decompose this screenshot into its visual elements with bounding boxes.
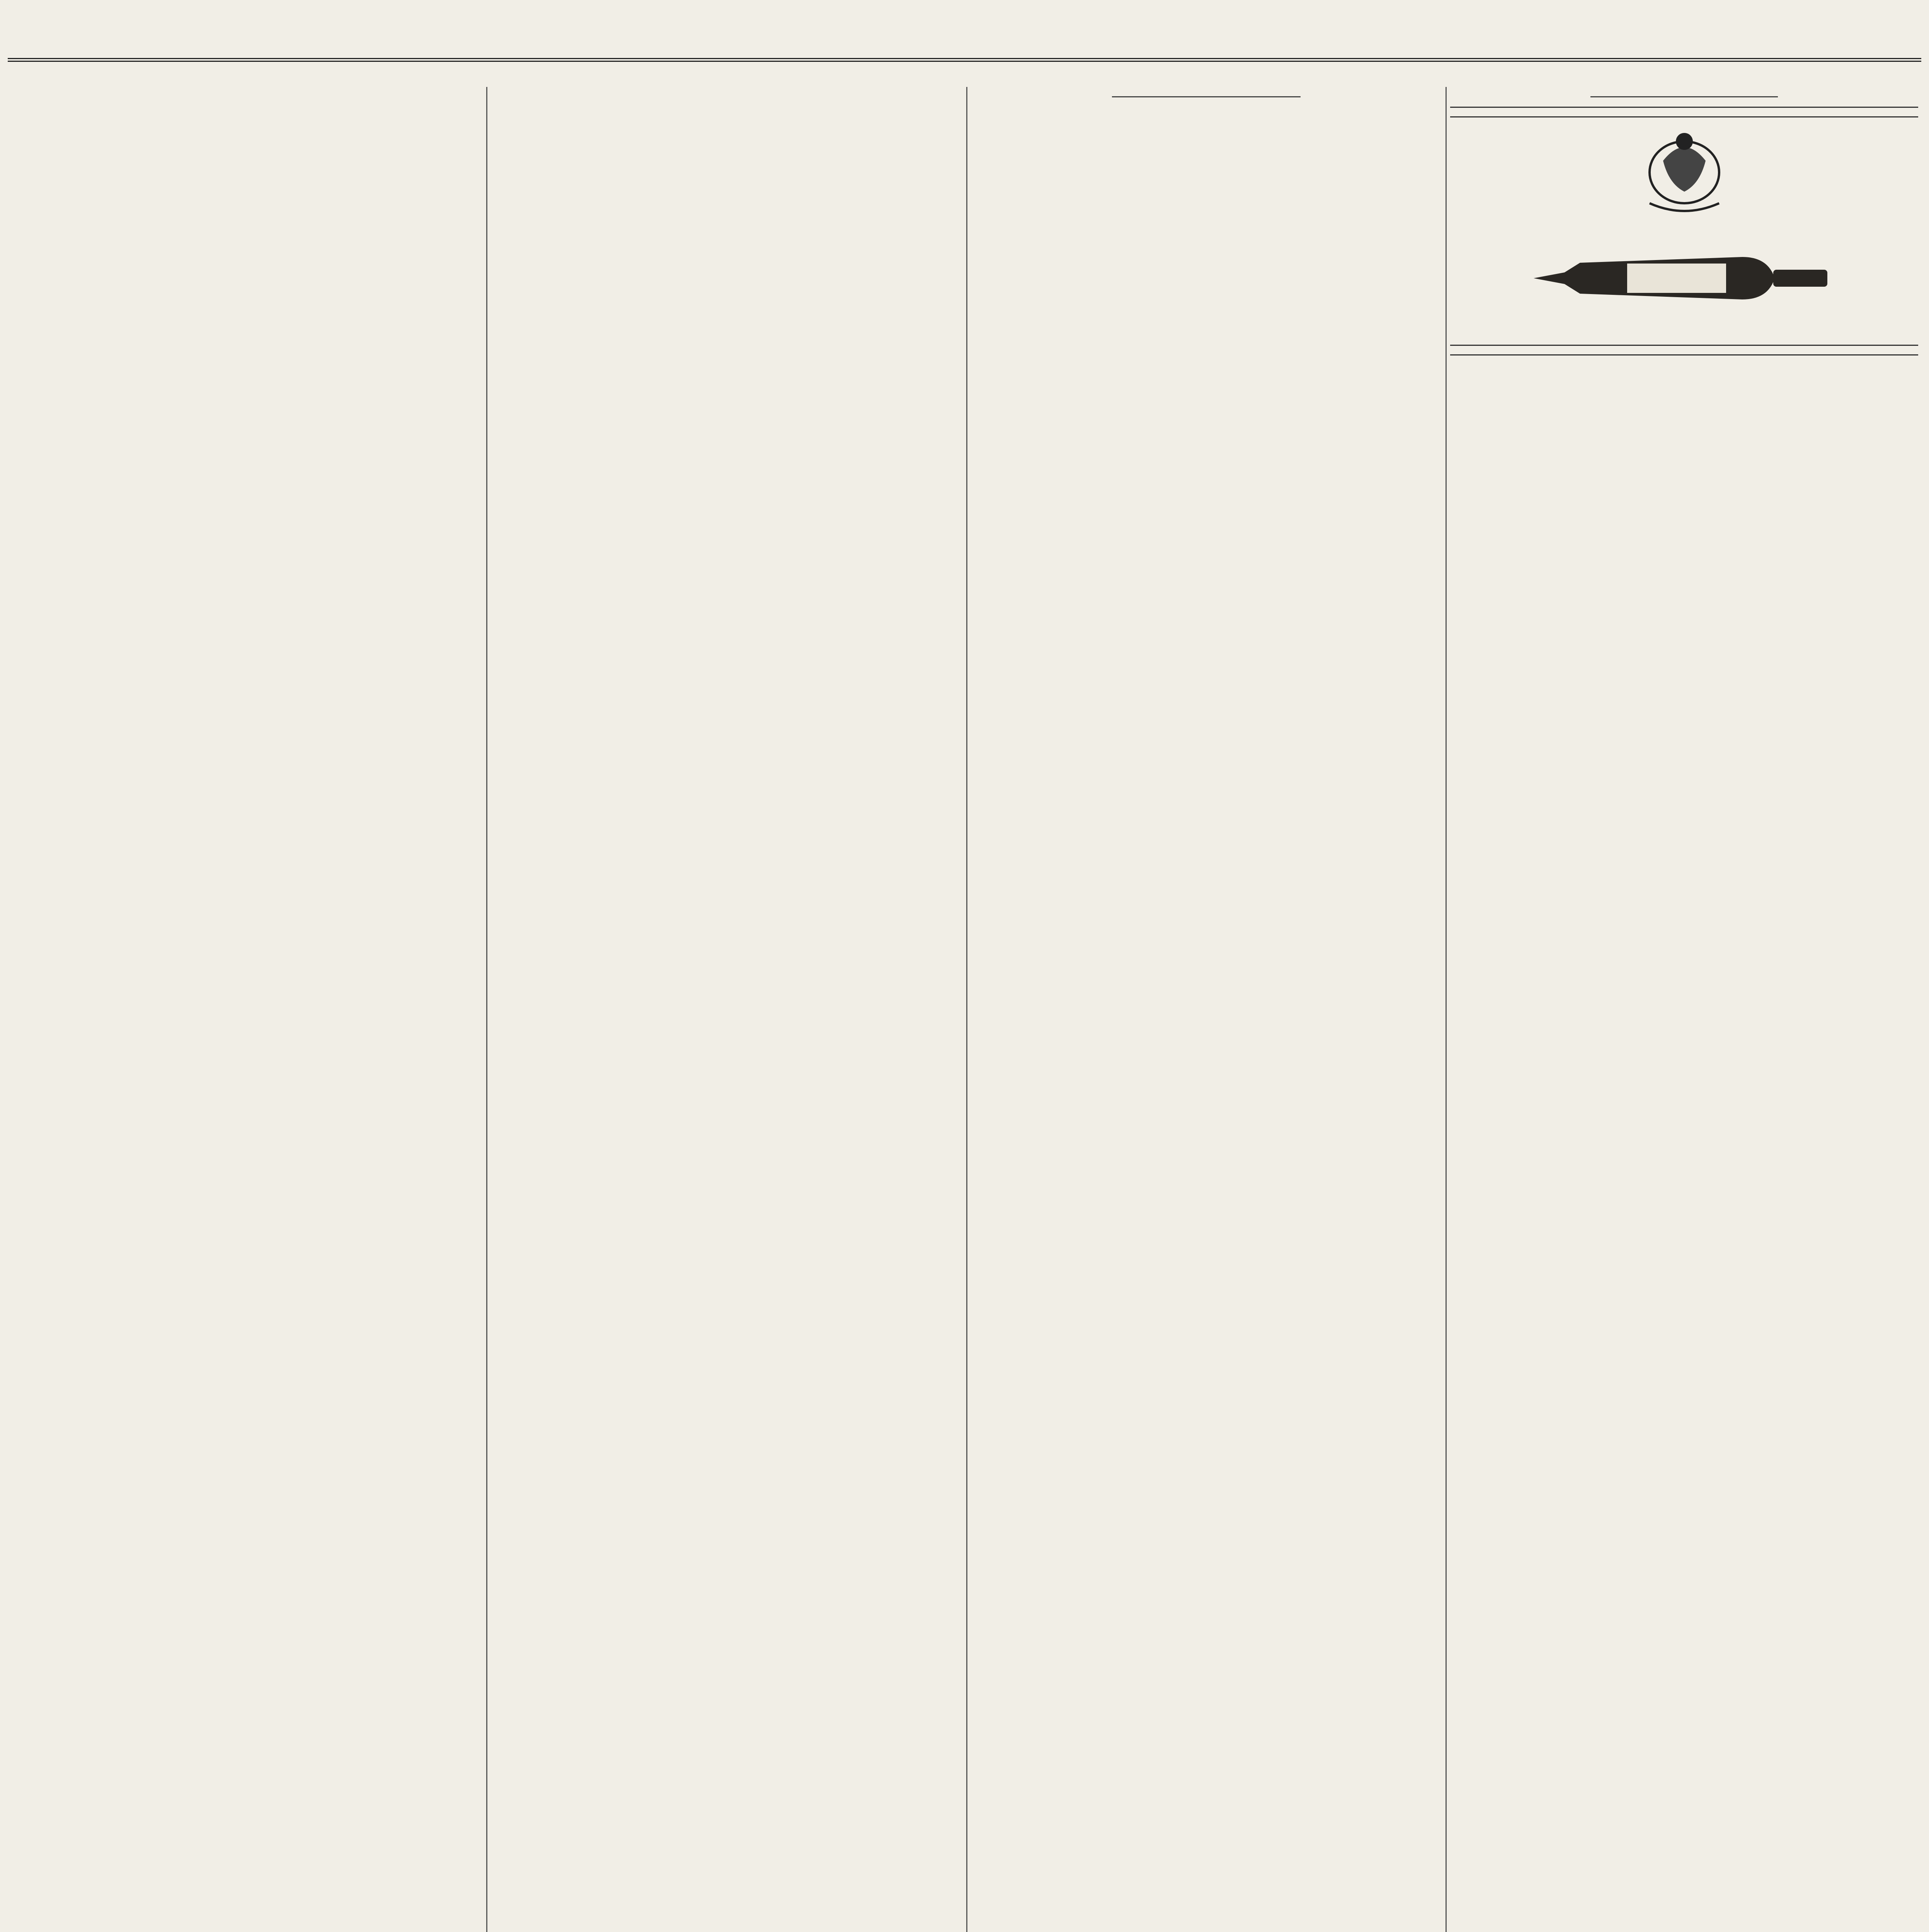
masthead-rule (8, 58, 1921, 62)
sauce-bottle-icon (1526, 220, 1843, 336)
article-divider (1112, 96, 1300, 97)
royal-crest-icon (1626, 126, 1742, 215)
column-divider (966, 87, 967, 1932)
column-divider (486, 87, 487, 1932)
section-rule (1450, 116, 1918, 117)
article-divider (1590, 96, 1777, 97)
column-2 (492, 87, 962, 1932)
masthead (0, 0, 1929, 83)
column-3 (971, 87, 1442, 1932)
section-rule (1450, 345, 1918, 346)
column-4 (1450, 87, 1918, 1932)
lea-perrins-advert (1450, 126, 1918, 336)
section-rule (1450, 107, 1918, 108)
section-rule (1450, 354, 1918, 355)
column-1 (11, 87, 483, 1932)
column-divider (1445, 87, 1447, 1932)
